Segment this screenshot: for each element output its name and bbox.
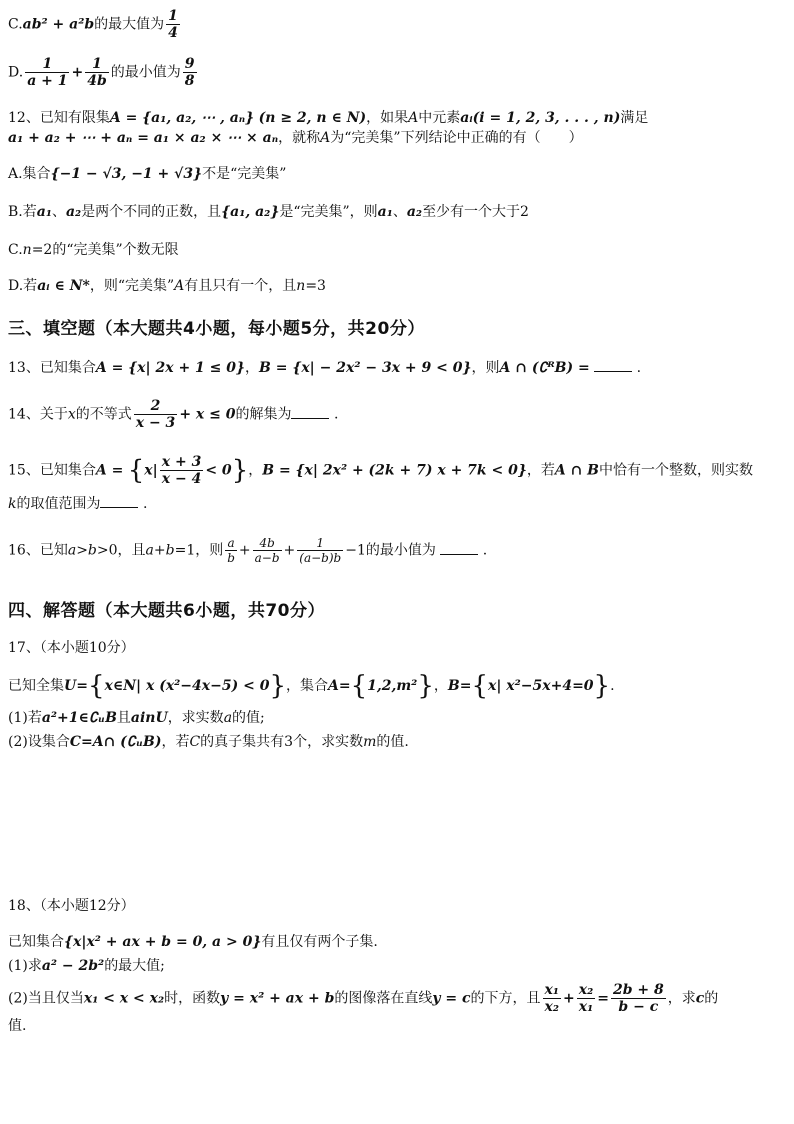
text: 为“完美集”下列结论中正确的有（ ）	[330, 130, 583, 146]
text: 至少有一个大于2	[422, 204, 529, 220]
brace-right: }	[269, 671, 286, 701]
denominator: x − 3	[135, 415, 176, 431]
q11-option-d	[8, 56, 786, 89]
q17-line2	[8, 708, 786, 728]
text: 的值;	[232, 710, 265, 726]
text: 14、关于	[8, 406, 68, 423]
denominator: x − 4	[161, 471, 202, 487]
var: b	[165, 542, 175, 559]
q18-line1	[8, 932, 786, 952]
math-expr: B = {x| 2x² + (2k + 7) x + 7k < 0}	[262, 462, 527, 479]
text: ，	[433, 678, 448, 694]
operator: +	[238, 542, 251, 559]
math-expr: a₁	[377, 204, 393, 220]
fraction	[134, 398, 178, 431]
math-expr: x₁ < x < x₂	[83, 990, 165, 1007]
fraction	[183, 56, 197, 89]
text: ，则“完美集”	[89, 278, 175, 294]
denominator: x₂	[544, 999, 559, 1015]
denominator: 4b	[87, 73, 107, 89]
var: b	[87, 542, 97, 559]
text: 且	[116, 710, 131, 726]
text: B.若	[8, 204, 37, 220]
option-label: D.	[8, 64, 24, 81]
text: ，就称	[278, 130, 321, 146]
text: 中元素	[418, 110, 461, 126]
operator: +	[563, 990, 575, 1007]
text: 已知集合	[8, 934, 64, 950]
math-expr: x| x²−5x+4=0	[487, 678, 594, 694]
fraction	[611, 982, 666, 1015]
denominator: 4	[168, 25, 178, 41]
var: n	[22, 242, 32, 258]
text: 、	[51, 204, 66, 220]
answer-blank[interactable]	[594, 359, 632, 372]
text: ，集合	[285, 678, 328, 694]
math-expr: B=	[447, 678, 472, 694]
text: 有且仅有两个子集.	[261, 934, 378, 950]
math-expr: A=	[327, 678, 351, 694]
math-expr: A = {a₁, a₂, ⋯ , aₙ}	[109, 110, 255, 126]
brace-left: {	[350, 671, 368, 701]
denominator: (a−b)b	[299, 551, 342, 565]
math-expr: < 0	[205, 462, 232, 479]
text: (2)当且仅当	[8, 990, 84, 1007]
var: A	[408, 110, 419, 126]
q12-option-a	[8, 164, 786, 184]
text: 有且只有一个，且	[184, 278, 297, 294]
math-expr: {x|x² + ax + b = 0, a > 0}	[64, 934, 262, 950]
denominator: b	[227, 551, 235, 565]
numerator: 9	[184, 56, 195, 72]
q18-header: 18、（本小题12分）	[8, 898, 135, 914]
math-expr: aᵢ(i = 1, 2, 3, . . . , n)	[460, 110, 621, 126]
q16	[8, 536, 786, 565]
brace-right: }	[417, 671, 434, 701]
math-expr: (n ≥ 2, n ∈ N)	[258, 110, 367, 126]
denominator: a + 1	[27, 73, 68, 89]
numerator: 1	[168, 8, 178, 24]
math-expr: {a₁, a₂}	[221, 204, 280, 220]
math-expr: a² − 2b²	[41, 958, 105, 974]
operator: =	[597, 990, 609, 1007]
text: =3	[305, 278, 326, 294]
var: A	[320, 130, 331, 146]
math-expr: A =	[95, 462, 124, 479]
text: C.	[8, 242, 23, 258]
text: .	[333, 406, 339, 423]
denominator: x₁	[578, 999, 594, 1015]
text: 13、已知集合	[8, 360, 96, 376]
text: 15、已知集合	[8, 462, 96, 479]
text: D.若	[8, 278, 38, 294]
text: >0，且	[96, 542, 146, 559]
fraction	[253, 536, 282, 565]
brace-right: }	[593, 671, 611, 701]
numerator: 4b	[253, 536, 282, 551]
answer-blank[interactable]	[440, 542, 478, 555]
brace-left: {	[127, 455, 145, 486]
q13	[8, 358, 786, 378]
text: +	[153, 542, 166, 559]
q12-option-b	[8, 202, 786, 222]
text: (2)设集合	[8, 734, 70, 750]
text: .	[610, 678, 615, 694]
math-expr: aᵢ ∈ N*	[37, 278, 90, 294]
q14	[8, 398, 786, 431]
numerator: 1	[85, 56, 109, 73]
var: c	[695, 990, 705, 1007]
math-expr: ab² + a²b	[22, 16, 95, 33]
numerator: 1	[297, 536, 343, 551]
text: 的解集为	[235, 406, 292, 423]
q17-line1	[8, 671, 786, 701]
numerator: 1	[25, 56, 69, 73]
math-expr: y = x² + ax + b	[220, 990, 335, 1007]
math-expr: U=	[64, 678, 88, 694]
q18-line4: 值.	[8, 1018, 27, 1034]
q18-line2	[8, 956, 786, 976]
answer-blank[interactable]	[291, 406, 329, 419]
fraction	[577, 982, 595, 1015]
numerator: x + 3	[161, 454, 202, 470]
fraction	[543, 982, 561, 1015]
var: m	[363, 734, 377, 750]
fraction	[85, 56, 109, 89]
math-expr: A ∩ B	[554, 462, 600, 479]
var: a	[223, 710, 233, 726]
var: a	[67, 542, 77, 559]
math-expr: y = c	[432, 990, 471, 1007]
text: ，	[248, 462, 263, 479]
text: 中恰有一个整数，则实数	[599, 462, 754, 479]
text: ，则	[471, 360, 500, 376]
text: ，求	[667, 990, 696, 1007]
q12-option-d	[8, 276, 786, 296]
text: 的图像落在直线	[334, 990, 433, 1007]
fraction	[297, 536, 343, 565]
text: (1)求	[8, 958, 42, 974]
q12-stem-line1	[8, 108, 786, 128]
var: x	[67, 406, 76, 423]
text: 满足	[620, 110, 649, 126]
denominator: a−b	[254, 551, 280, 565]
text: 的最大值为	[94, 16, 165, 33]
text: ，若	[161, 734, 190, 750]
numerator: 2	[134, 398, 178, 415]
q11-option-c	[8, 8, 786, 41]
text: =1，则	[174, 542, 224, 559]
text: 时，函数	[164, 990, 221, 1007]
math-expr: C=A∩ (∁ᵤB)	[69, 734, 162, 750]
math-expr: A ∩ (∁ᴿB) =	[499, 360, 590, 376]
text: 已知全集	[8, 678, 64, 694]
brace-right: }	[231, 455, 249, 486]
text: 的	[704, 990, 719, 1007]
text: 是“完美集”，则	[279, 204, 378, 220]
denominator: 8	[184, 73, 195, 89]
math-expr: a²+1∈∁ᵤB	[41, 710, 117, 726]
math-expr: + x ≤ 0	[179, 406, 236, 423]
text: 12、已知有限集	[8, 110, 110, 126]
math-expr: a₂	[406, 204, 423, 220]
section-heading-solutions: 四、解答题（本大题共6小题，共70分）	[8, 601, 325, 621]
text: .	[142, 496, 148, 512]
text: .	[482, 542, 488, 559]
var: n	[296, 278, 306, 294]
fraction	[25, 56, 69, 89]
q17-header: 17、（本小题10分）	[8, 640, 135, 656]
text: =2的“完美集”个数无限	[31, 242, 179, 258]
math-expr: 1,2,m²	[367, 678, 418, 694]
text: 的不等式	[75, 406, 132, 423]
math-expr: A = {x| 2x + 1 ≤ 0}	[95, 360, 246, 376]
math-expr: ainU	[130, 710, 168, 726]
math-expr: a₂	[65, 204, 82, 220]
numerator: a	[225, 536, 237, 551]
math-expr: {−1 − √3, −1 + √3}	[50, 166, 203, 182]
text: 是两个不同的正数，且	[81, 204, 222, 220]
operator: +	[71, 64, 84, 81]
answer-blank[interactable]	[100, 495, 138, 508]
fraction	[225, 536, 237, 565]
text: (1)若	[8, 710, 42, 726]
text: 的最大值;	[104, 958, 165, 974]
numerator: x₂	[578, 982, 594, 998]
var: C	[189, 734, 201, 750]
text: 不是“完美集”	[202, 166, 287, 182]
denominator: b − c	[618, 999, 659, 1015]
var: A	[174, 278, 185, 294]
operator: +	[283, 542, 296, 559]
brace-left: {	[87, 671, 105, 701]
text: 的取值范围为	[16, 496, 101, 512]
math-expr: x∈N| x (x²−4x−5) < 0	[104, 678, 270, 694]
text: .	[636, 360, 642, 376]
section-heading-fill-in: 三、填空题（本大题共4小题，每小题5分，共20分）	[8, 319, 425, 339]
text: 、	[392, 204, 407, 220]
var: a	[145, 542, 154, 559]
fraction	[166, 8, 180, 41]
fraction	[160, 454, 204, 487]
text: 的下方，且	[470, 990, 541, 1007]
option-label: C.	[8, 16, 23, 33]
q18-line3	[8, 982, 786, 1015]
math-expr: a₁	[36, 204, 52, 220]
q12-option-c	[8, 240, 786, 260]
text: −1的最小值为	[345, 542, 436, 559]
text: 的值.	[376, 734, 409, 750]
math-expr: a₁ + a₂ + ⋯ + aₙ = a₁ × a₂ × ⋯ × aₙ	[8, 130, 279, 146]
q17-line3	[8, 732, 786, 752]
math-expr: x|	[144, 462, 158, 479]
numerator: x₁	[544, 982, 559, 998]
text: ，如果	[366, 110, 409, 126]
text: ，若	[526, 462, 555, 479]
q12-stem-line2	[8, 128, 786, 148]
q15-line2	[8, 494, 786, 514]
text: 16、已知	[8, 542, 68, 559]
text: 的真子集共有3个，求实数	[200, 734, 364, 750]
text: 的最小值为	[110, 64, 181, 81]
text: A.集合	[8, 166, 51, 182]
brace-left: {	[471, 671, 488, 701]
text: >	[76, 542, 88, 559]
var: k	[8, 496, 17, 512]
text: ，	[245, 360, 260, 376]
math-expr: B = {x| − 2x² − 3x + 9 < 0}	[259, 360, 472, 376]
numerator: 2b + 8	[612, 982, 664, 998]
text: ，求实数	[167, 710, 224, 726]
q15-line1	[8, 454, 786, 487]
